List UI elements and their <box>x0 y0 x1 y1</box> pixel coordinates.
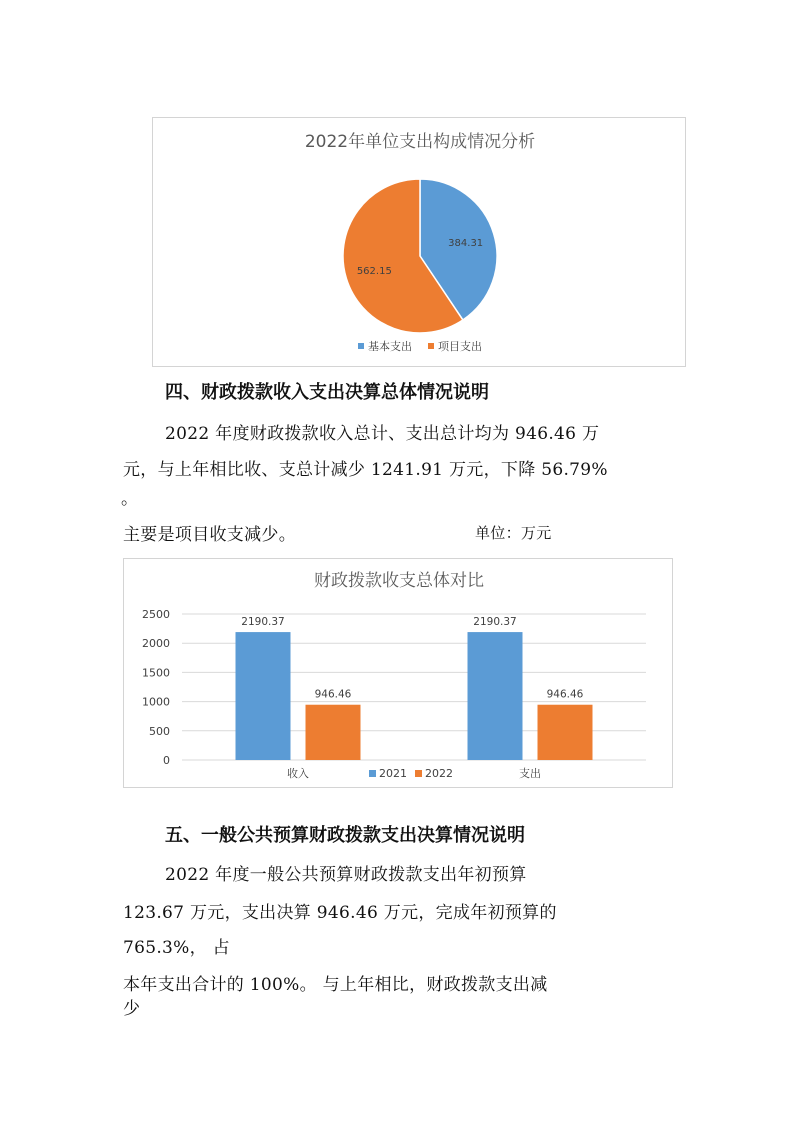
pie-chart <box>152 117 686 367</box>
bar-ytick-4: 2000 <box>142 637 170 651</box>
section-four-heading: 四、财政拨款收入支出决算总体情况说明 <box>165 382 489 403</box>
pie-legend-label-1: 基本支出 <box>368 340 412 353</box>
pie-legend-swatch-1 <box>358 343 364 349</box>
bar-2-series-2 <box>538 705 593 760</box>
section-four-line-4: 主要是项目收支减少。 <box>123 525 296 545</box>
unit-note: 单位：万元 <box>475 524 552 542</box>
section-five-heading: 五、一般公共预算财政拨款支出决算情况说明 <box>165 825 525 846</box>
section-five-line-2: 123.67 万元，支出决算 946.46 万元，完成年初预算的 <box>123 903 557 923</box>
bar-legend-swatch-1 <box>369 770 376 777</box>
pie-chart-title: 2022年单位支出构成情况分析 <box>304 132 536 152</box>
bar-ytick-3: 1500 <box>142 666 170 680</box>
bar-value-label-1-2: 946.46 <box>314 688 352 701</box>
bar-1-series-2 <box>306 705 361 760</box>
pie-value-label-2: 562.15 <box>356 265 392 277</box>
bar-chart-title: 财政拨款收支总体对比 <box>314 571 484 591</box>
bar-legend-label-2: 2022 <box>425 767 453 780</box>
pie-chart-svg <box>153 118 687 368</box>
bar-value-label-2-2: 946.46 <box>546 688 584 701</box>
section-five-line-1: 2022 年度一般公共预算财政拨款支出年初预算 <box>165 865 527 885</box>
bar-ytick-2: 1000 <box>142 695 170 709</box>
pie-value-label-1: 384.31 <box>448 238 484 250</box>
bar-value-label-1-1: 2190.37 <box>241 616 285 629</box>
bar-chart-svg <box>124 559 674 789</box>
section-four-line-3: 。 <box>121 489 139 509</box>
pie-legend-label-2: 项目支出 <box>438 340 482 353</box>
section-five-line-4: 本年支出合计的 100%。 与上年相比，财政拨款支出减 <box>123 975 548 995</box>
section-four-line-1: 2022 年度财政拨款收入总计、支出总计均为 946.46 万 <box>165 424 600 444</box>
bar-1-series-1 <box>236 632 291 760</box>
section-five-line-5: 少 <box>123 999 141 1019</box>
bar-ytick-5: 2500 <box>142 608 170 621</box>
bar-legend-label-1: 2021 <box>379 767 407 780</box>
bar-ytick-0: 0 <box>163 754 170 767</box>
pie-legend-swatch-2 <box>428 343 434 349</box>
section-four-line-2: 元，与上年相比收、支总计减少 1241.91 万元，下降 56.79% <box>123 460 608 480</box>
bar-category-label-2: 支出 <box>519 767 541 780</box>
bar-category-label-1: 收入 <box>287 767 309 780</box>
bar-chart <box>123 558 673 788</box>
bar-legend-swatch-2 <box>415 770 422 777</box>
bar-2-series-1 <box>468 632 523 760</box>
bar-ytick-1: 500 <box>149 724 170 738</box>
section-five-line-3: 765.3%， 占 <box>123 938 230 958</box>
bar-value-label-2-1: 2190.37 <box>473 616 517 629</box>
